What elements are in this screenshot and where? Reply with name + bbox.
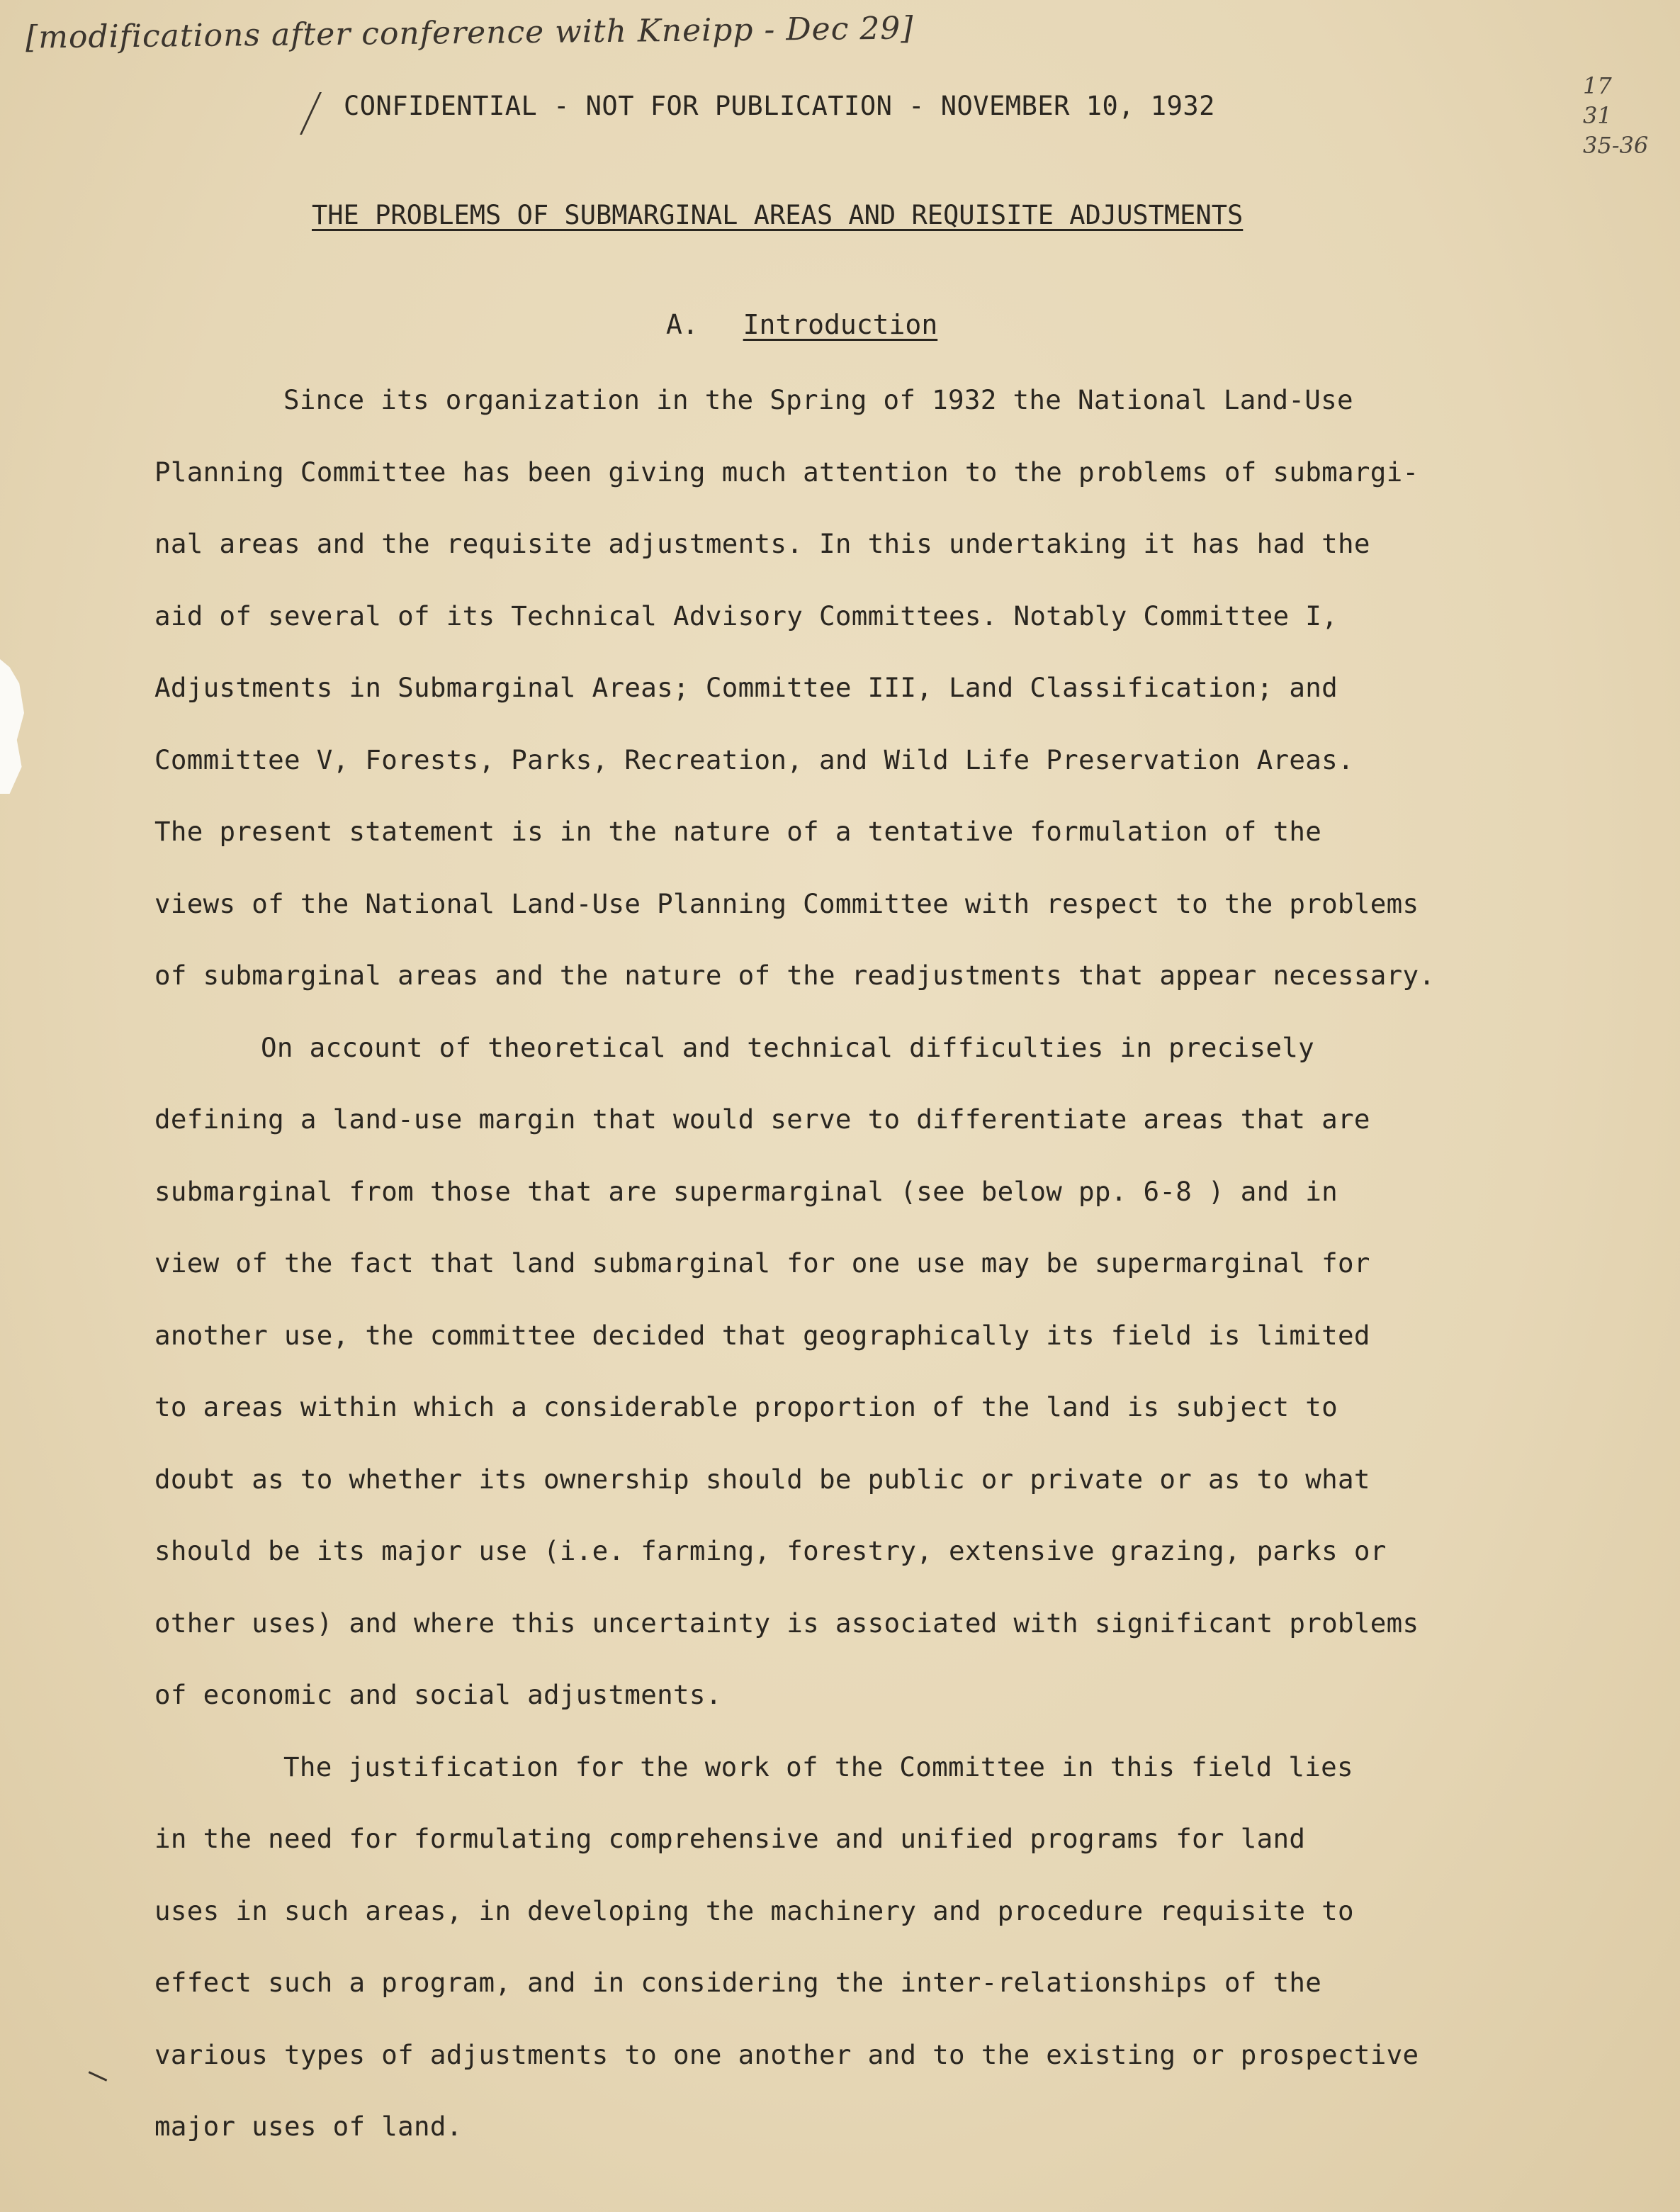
text-line: major uses of land. [154,2111,463,2142]
text-line: another use, the committee decided that geographically its field is limited [154,1319,1370,1351]
text-line: in the need for formulating comprehensive and unified programs for land [154,1823,1306,1854]
text-line: Planning Committee has been giving much attention to the problems of submargi- [154,456,1419,488]
handwritten-note: [modifications after conference with Kneipp - Dec 29] [25,10,914,56]
text-line: various types of adjustments to one another and to the existing or prospective [154,2038,1419,2070]
paragraph [154,1731,1572,2163]
text-line: submarginal from those that are supermarginal (see below pp. 6-8 ) and in [154,1175,1338,1207]
text-line: of economic and social adjustments. [154,1679,722,1710]
text-line: Adjustments in Submarginal Areas; Committee III, Land Classification; and [154,672,1338,703]
text-line: other uses) and where this uncertainty is associated with significant problems [154,1607,1419,1639]
margin-notes [1583,71,1668,160]
text-line: aid of several of its Technical Advisory Committees. Notably Committee I, [154,600,1338,631]
header-slash-mark [300,92,350,135]
section-heading [666,309,937,340]
text-line: The justification for the work of the Committee in this field lies [283,1751,1353,1782]
confidential-header: CONFIDENTIAL - NOT FOR PUBLICATION - NOVEMBER 10, 1932 [344,91,1215,121]
paragraph [154,364,1572,1012]
text-line: Since its organization in the Spring of 1932 the National Land-Use [283,384,1353,415]
margin-note: 35-36 [1583,132,1649,159]
torn-edge [0,659,24,794]
margin-note: 17 [1583,72,1612,99]
text-line: Committee V, Forests, Parks, Recreation, and Wild Life Preservation Areas. [154,743,1354,775]
text-line: to areas within which a considerable proportion of the land is subject to [154,1391,1338,1422]
text-line: effect such a program, and in considering the inter-relationships of the [154,1967,1322,1998]
paragraph [154,1012,1572,1731]
body-text [154,364,1572,2163]
text-line: uses in such areas, in developing the machinery and procedure requisite to [154,1894,1354,1926]
text-line: of submarginal areas and the nature of the readjustments that appear necessary. [154,960,1436,991]
text-line: views of the National Land-Use Planning Committee with respect to the problems [154,887,1419,919]
pencil-tick-mark [89,2071,108,2082]
text-line: view of the fact that land submarginal for one use may be supermarginal for [154,1247,1370,1279]
text-line: The present statement is in the nature of a tentative formulation of the [154,816,1322,847]
text-line: defining a land-use margin that would serve to differentiate areas that are [154,1104,1370,1135]
margin-note: 31 [1583,102,1612,129]
text-line: nal areas and the requisite adjustments. In this undertaking it has had the [154,528,1370,559]
text-line: On account of theoretical and technical difficulties in precisely [261,1031,1314,1063]
text-line: doubt as to whether its ownership should be public or private or as to what [154,1463,1370,1495]
section-number: A. [666,309,699,340]
document-title: THE PROBLEMS OF SUBMARGINAL AREAS AND REQUISITE ADJUSTMENTS [312,200,1244,230]
text-line: should be its major use (i.e. farming, forestry, extensive grazing, parks or [154,1535,1387,1566]
section-name: Introduction [743,309,938,340]
